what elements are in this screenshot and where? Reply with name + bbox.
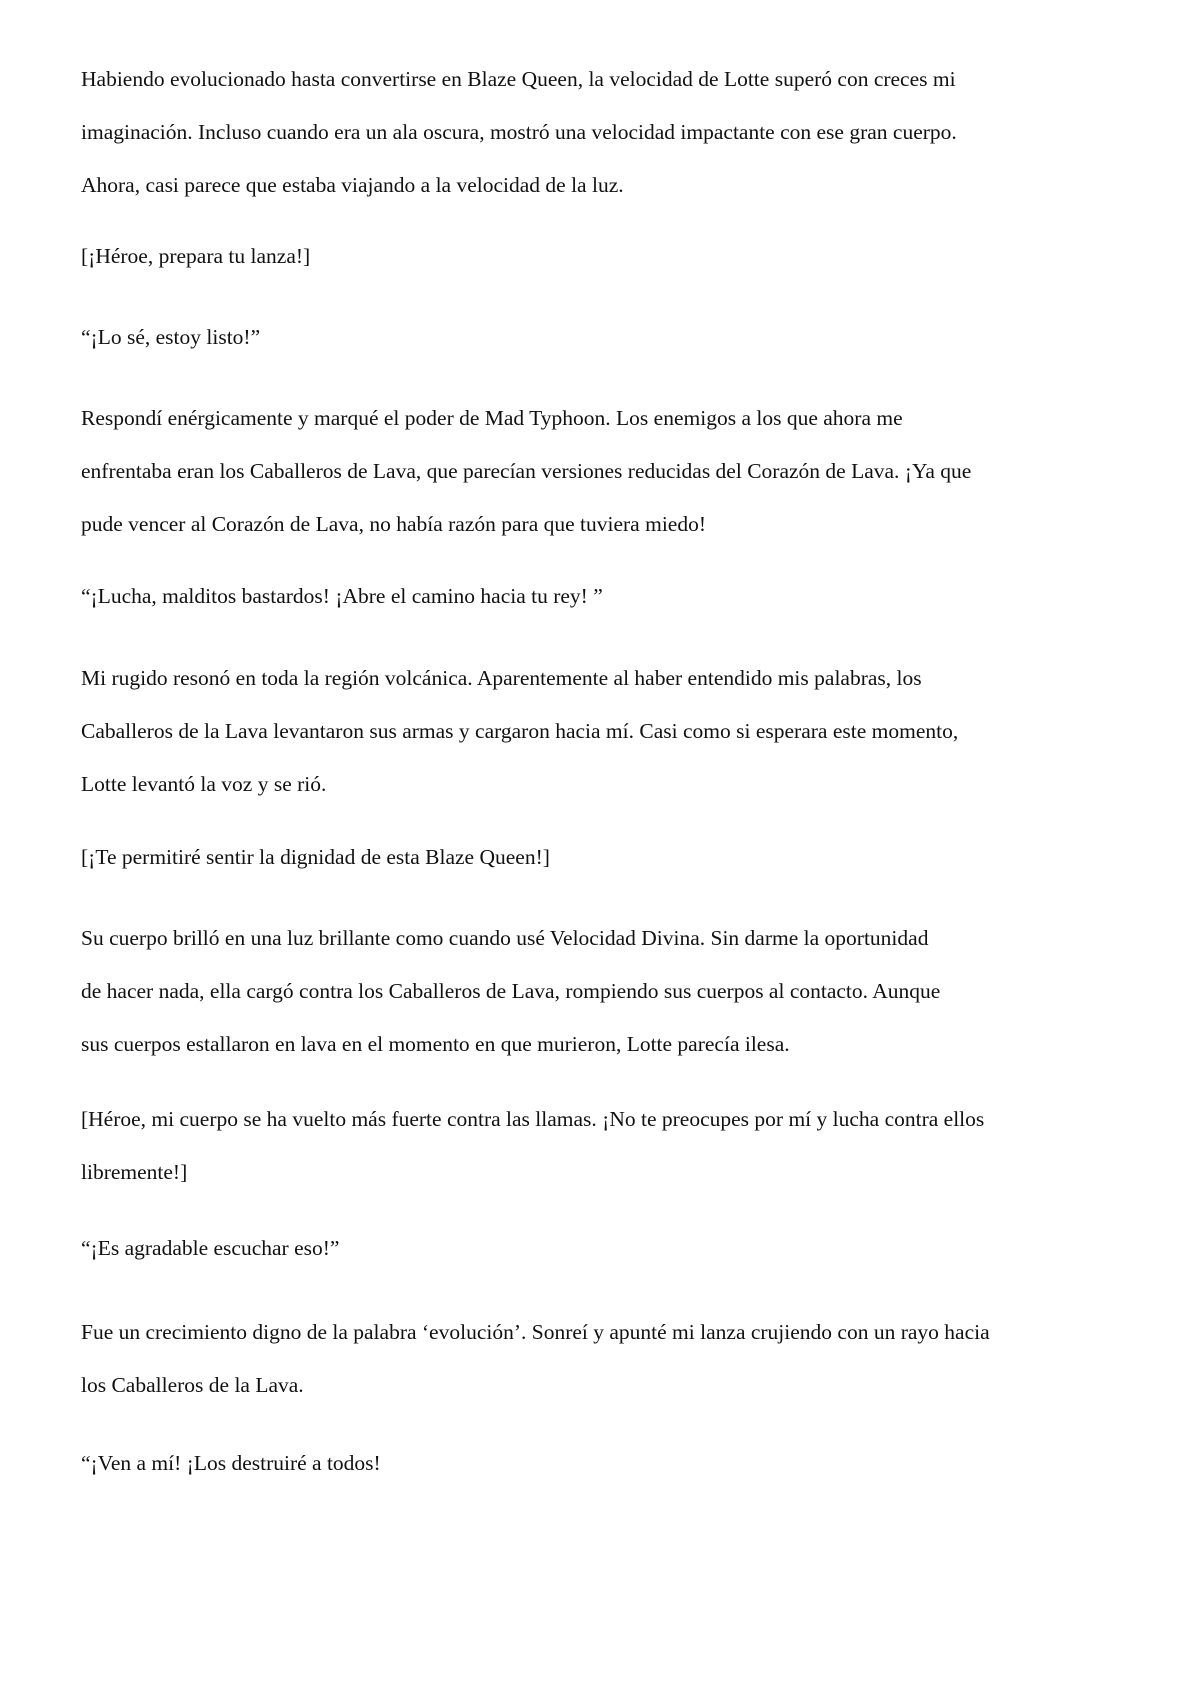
paragraph-3	[81, 311, 1111, 364]
text-line: Su cuerpo brilló en una luz brillante como cuando usé Velocidad Divina. Sin darme la oportunidad	[81, 926, 929, 950]
text-line: Lotte levantó la voz y se rió.	[81, 772, 327, 796]
text-line: “¡Lo sé, estoy listo!”	[81, 325, 261, 349]
text-line: Ahora, casi parece que estaba viajando a la velocidad de la luz.	[81, 173, 624, 197]
text-line: enfrentaba eran los Caballeros de Lava, que parecían versiones reducidas del Corazón de Lava. ¡Ya que	[81, 459, 972, 483]
text-line: Mi rugido resonó en toda la región volcánica. Aparentemente al haber entendido mis palabras, los	[81, 666, 922, 690]
paragraph-4	[81, 392, 1111, 551]
text-line: Respondí enérgicamente y marqué el poder de Mad Typhoon. Los enemigos a los que ahora me	[81, 406, 903, 430]
text-line: [¡Héroe, prepara tu lanza!]	[81, 244, 311, 268]
text-line: de hacer nada, ella cargó contra los Caballeros de Lava, rompiendo sus cuerpos al contacto. Aunque	[81, 979, 941, 1003]
text-line: [¡Te permitiré sentir la dignidad de esta Blaze Queen!]	[81, 845, 550, 869]
text-line: [Héroe, mi cuerpo se ha vuelto más fuerte contra las llamas. ¡No te preocupes por mí y lucha contra ellos	[81, 1107, 985, 1131]
text-line: imaginación. Incluso cuando era un ala oscura, mostró una velocidad impactante con ese gran cuerpo.	[81, 120, 957, 144]
paragraph-12	[81, 1437, 1111, 1490]
text-line: sus cuerpos estallaron en lava en el momento en que murieron, Lotte parecía ilesa.	[81, 1032, 790, 1056]
paragraph-2	[81, 230, 1111, 283]
text-line: pude vencer al Corazón de Lava, no había razón para que tuviera miedo!	[81, 512, 707, 536]
paragraph-7	[81, 831, 1111, 884]
text-line: “¡Es agradable escuchar eso!”	[81, 1236, 340, 1260]
paragraph-6	[81, 652, 1111, 811]
text-line: libremente!]	[81, 1160, 188, 1184]
paragraph-9	[81, 1093, 1111, 1199]
text-line: los Caballeros de la Lava.	[81, 1373, 304, 1397]
text-line: Caballeros de la Lava levantaron sus armas y cargaron hacia mí. Casi como si esperara este momento,	[81, 719, 959, 743]
paragraph-5	[81, 570, 1111, 623]
paragraph-1	[81, 53, 1111, 212]
paragraph-8	[81, 912, 1111, 1071]
text-line: “¡Lucha, malditos bastardos! ¡Abre el camino hacia tu rey! ”	[81, 584, 603, 608]
paragraph-10	[81, 1222, 1111, 1275]
text-line: Habiendo evolucionado hasta convertirse en Blaze Queen, la velocidad de Lotte superó con creces mi	[81, 67, 956, 91]
text-line: Fue un crecimiento digno de la palabra ‘evolución’. Sonreí y apunté mi lanza crujiendo con un rayo hacia	[81, 1320, 990, 1344]
paragraph-11	[81, 1306, 1111, 1412]
text-line: “¡Ven a mí! ¡Los destruiré a todos!	[81, 1451, 381, 1475]
